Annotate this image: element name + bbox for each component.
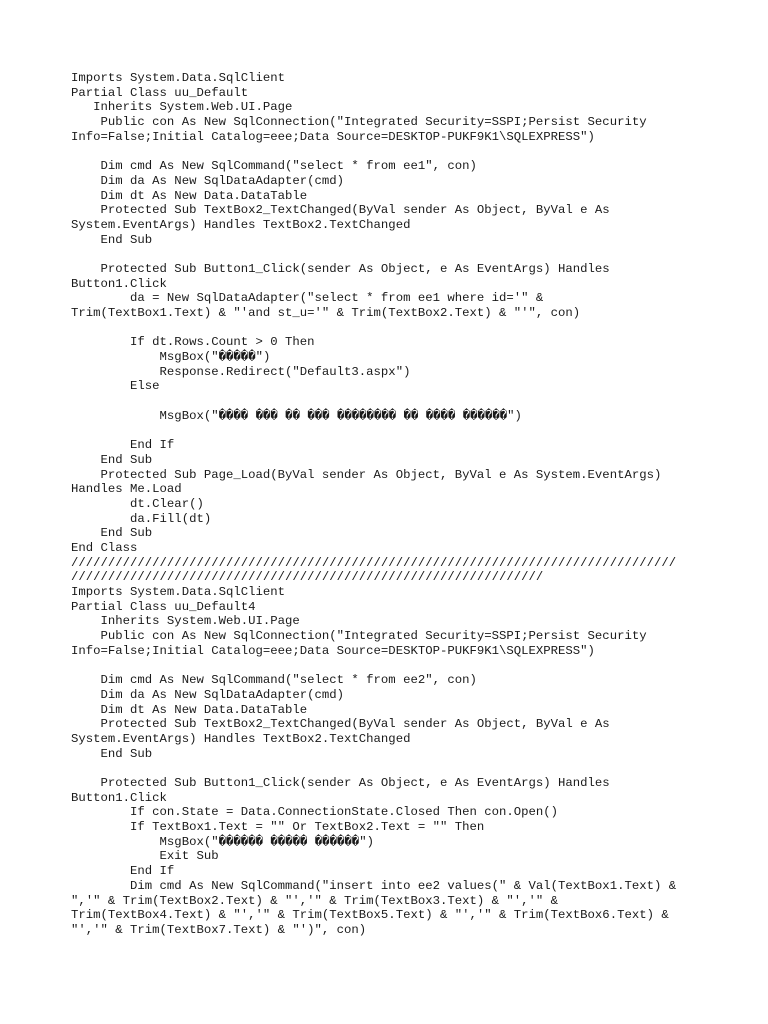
code-line: Dim da As New SqlDataAdapter(cmd) — [71, 173, 345, 188]
code-line: Dim cmd As New SqlCommand("select * from ee2", con) — [71, 673, 477, 688]
code-line: System.EventArgs) Handles TextBox2.TextChanged — [71, 217, 411, 232]
code-line: End Sub — [71, 746, 153, 761]
code-line — [71, 247, 761, 262]
code-line: End If — [71, 438, 175, 453]
code-line — [71, 659, 761, 674]
code-line — [71, 144, 761, 159]
code-line: End Sub — [71, 526, 153, 541]
code-line: Protected Sub Button1_Click(sender As Object, e As EventArgs) Handles — [71, 261, 610, 276]
code-line — [71, 424, 761, 439]
code-line: Inherits System.Web.UI.Page — [71, 614, 300, 629]
code-line: Protected Sub TextBox2_TextChanged(ByVal sender As Object, ByVal e As — [71, 203, 610, 218]
code-line: Handles Me.Load — [71, 482, 182, 497]
code-line — [71, 761, 761, 776]
code-line: Partial Class uu_Default4 — [71, 599, 256, 614]
code-line: //////////////////////////////////////////////////////////////// — [71, 570, 544, 585]
code-line: dt.Clear() — [71, 496, 204, 511]
code-line: End If — [71, 864, 175, 879]
code-line: Button1.Click — [71, 276, 167, 291]
code-line: MsgBox("������ ����� ������") — [71, 834, 374, 849]
code-line: Protected Sub TextBox2_TextChanged(ByVal sender As Object, ByVal e As — [71, 717, 610, 732]
code-line: MsgBox("�����") — [71, 350, 271, 365]
code-line — [71, 394, 761, 409]
code-line: ////////////////////////////////////////////////////////////////////////////////// — [71, 555, 677, 570]
code-line: Button1.Click — [71, 790, 167, 805]
code-line: Protected Sub Button1_Click(sender As Object, e As EventArgs) Handles — [71, 776, 610, 790]
code-line: End Class — [71, 541, 138, 555]
code-line: Dim da As New SqlDataAdapter(cmd) — [71, 687, 345, 702]
code-line: da.Fill(dt) — [71, 511, 212, 526]
code-line: End Sub — [71, 232, 153, 247]
code-listing — [71, 71, 761, 938]
code-line: Info=False;Initial Catalog=eee;Data Source=DESKTOP-PUKF9K1\SQLEXPRESS") — [71, 643, 595, 658]
code-line: Dim cmd As New SqlCommand("select * from ee1", con) — [71, 159, 477, 174]
code-line: Exit Sub — [71, 849, 219, 864]
code-line: da = New SqlDataAdapter("select * from ee1 where id='" & — [71, 291, 544, 306]
code-line — [71, 321, 761, 336]
code-line: MsgBox("���� ��� �� ��� �������� �� ���� ������") — [71, 408, 522, 423]
code-line: Dim cmd As New SqlCommand("insert into ee2 values(" & Val(TextBox1.Text) & — [71, 878, 677, 893]
code-line: Imports System.Data.SqlClient — [71, 585, 286, 600]
code-line: Public con As New SqlConnection("Integrated Security=SSPI;Persist Security — [71, 629, 647, 644]
code-line: End Sub — [71, 452, 153, 467]
code-line: Else — [71, 379, 160, 394]
code-line: Trim(TextBox1.Text) & "'and st_u='" & Trim(TextBox2.Text) & "'", con) — [71, 306, 581, 320]
code-line: Partial Class uu_Default — [71, 85, 249, 100]
code-line: If TextBox1.Text = "" Or TextBox2.Text = "" Then — [71, 820, 485, 835]
code-line: Info=False;Initial Catalog=eee;Data Source=DESKTOP-PUKF9K1\SQLEXPRESS") — [71, 129, 595, 144]
code-line: Imports System.Data.SqlClient — [71, 71, 286, 85]
code-line: ",'" & Trim(TextBox2.Text) & "','" & Trim(TextBox3.Text) & "','" & — [71, 893, 559, 908]
code-line: If dt.Rows.Count > 0 Then — [71, 335, 315, 350]
code-line: "','" & Trim(TextBox7.Text) & "')", con) — [71, 922, 367, 937]
code-line: System.EventArgs) Handles TextBox2.TextChanged — [71, 731, 411, 746]
code-line: Trim(TextBox4.Text) & "','" & Trim(TextBox5.Text) & "','" & Trim(TextBox6.Text) & — [71, 908, 669, 923]
code-line: Protected Sub Page_Load(ByVal sender As Object, ByVal e As System.EventArgs) — [71, 467, 662, 482]
code-line: If con.State = Data.ConnectionState.Closed Then con.Open() — [71, 805, 559, 820]
code-line: Public con As New SqlConnection("Integrated Security=SSPI;Persist Security — [71, 115, 647, 130]
code-line: Response.Redirect("Default3.aspx") — [71, 364, 411, 379]
code-line: Inherits System.Web.UI.Page — [71, 100, 293, 115]
code-line: Dim dt As New Data.DataTable — [71, 188, 308, 203]
code-line: Dim dt As New Data.DataTable — [71, 702, 308, 717]
